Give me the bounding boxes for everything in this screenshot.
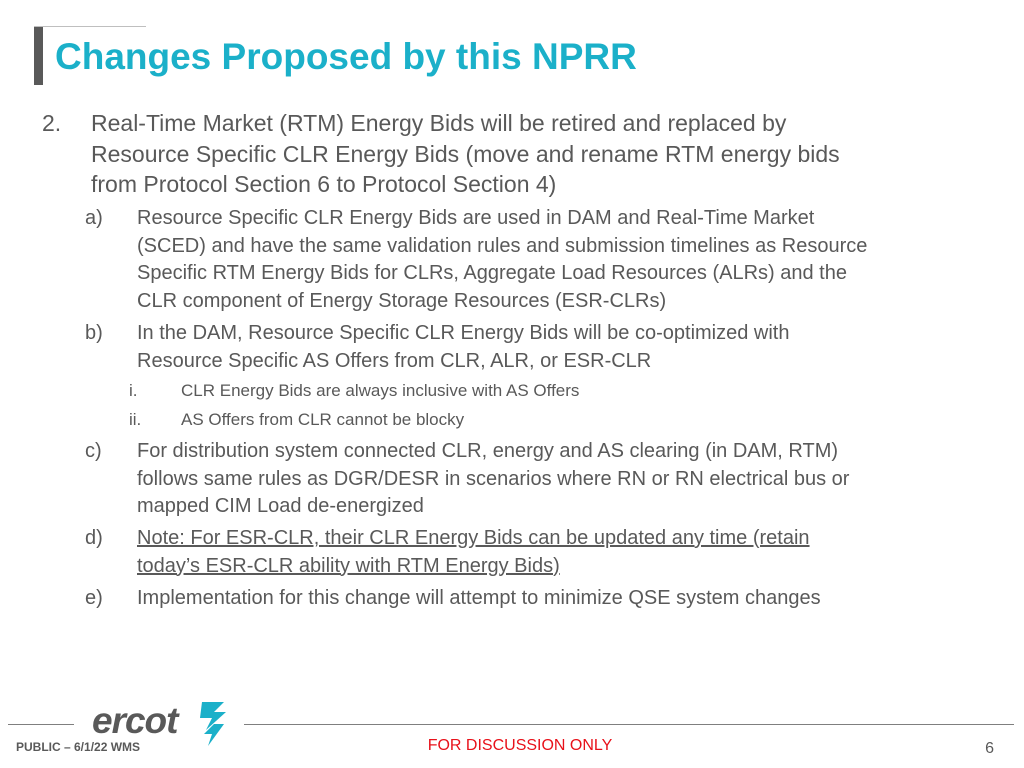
sub-item-note <box>137 525 987 580</box>
text-line: Resource Specific CLR Energy Bids (move and rename RTM energy bids <box>91 140 840 167</box>
sub-item <box>137 205 987 315</box>
text-line: follows same rules as DGR/DESR in scenarios where RN or RN electrical bus or <box>137 467 850 490</box>
text-line <box>137 525 987 553</box>
footer-classification: PUBLIC – 6/1/22 WMS <box>16 740 141 754</box>
sub-item-marker: d) <box>85 527 103 549</box>
text-line: from Protocol Section 6 to Protocol Section 4) <box>91 171 557 197</box>
sub-sub-item: CLR Energy Bids are always inclusive with AS Offers <box>181 381 580 400</box>
title-accent-bar <box>34 27 43 85</box>
sub-item <box>137 438 987 521</box>
text-line: For distribution system connected CLR, energy and AS clearing (in DAM, RTM) <box>137 440 839 462</box>
footer-rule <box>244 724 1014 725</box>
footer-rule <box>8 724 74 725</box>
text-line: Resource Specific CLR Energy Bids are used in DAM and Real-Time Market <box>137 207 815 229</box>
page-number: 6 <box>985 740 994 757</box>
sub-item <box>137 320 987 375</box>
sub-item-marker: e) <box>85 587 103 609</box>
text-line: Implementation for this change will attempt to minimize QSE system changes <box>137 587 821 609</box>
sub-item-marker: a) <box>85 207 103 229</box>
text-line: mapped CIM Load de-energized <box>137 495 424 517</box>
text-line: (SCED) and have the same validation rules and submission timelines as Resource <box>137 234 868 257</box>
sub-sub-item-marker: i. <box>129 381 138 400</box>
list-number: 2. <box>42 110 62 136</box>
footer-discussion-note: FOR DISCUSSION ONLY <box>427 737 613 754</box>
text-line: Specific RTM Energy Bids for CLRs, Aggregate Load Resources (ALRs) and the <box>137 262 847 284</box>
sub-item-marker: c) <box>85 440 102 462</box>
underlined-text: today’s ESR-CLR ability with RTM Energy Bids) <box>137 554 560 577</box>
sub-item-marker: b) <box>85 322 103 344</box>
sub-item <box>137 585 987 613</box>
slide-title: Changes Proposed by this NPRR <box>55 36 637 77</box>
text-line: CLR component of Energy Storage Resources (ESR-CLRs) <box>137 289 667 312</box>
sub-sub-item: AS Offers from CLR cannot be blocky <box>181 410 465 429</box>
text-line: In the DAM, Resource Specific CLR Energy Bids will be co-optimized with <box>137 322 790 344</box>
text-line <box>137 553 987 581</box>
top-rule <box>34 26 146 27</box>
logo-wordmark: ercot <box>92 700 178 741</box>
text-line: Real-Time Market (RTM) Energy Bids will be retired and replaced by <box>91 110 787 136</box>
underlined-text: Note: For ESR-CLR, their CLR Energy Bids can be updated any time (retain <box>137 527 810 549</box>
text-line: Resource Specific AS Offers from CLR, ALR, or ESR-CLR <box>137 349 652 372</box>
main-point <box>91 108 951 200</box>
sub-sub-item-marker: ii. <box>129 410 142 429</box>
